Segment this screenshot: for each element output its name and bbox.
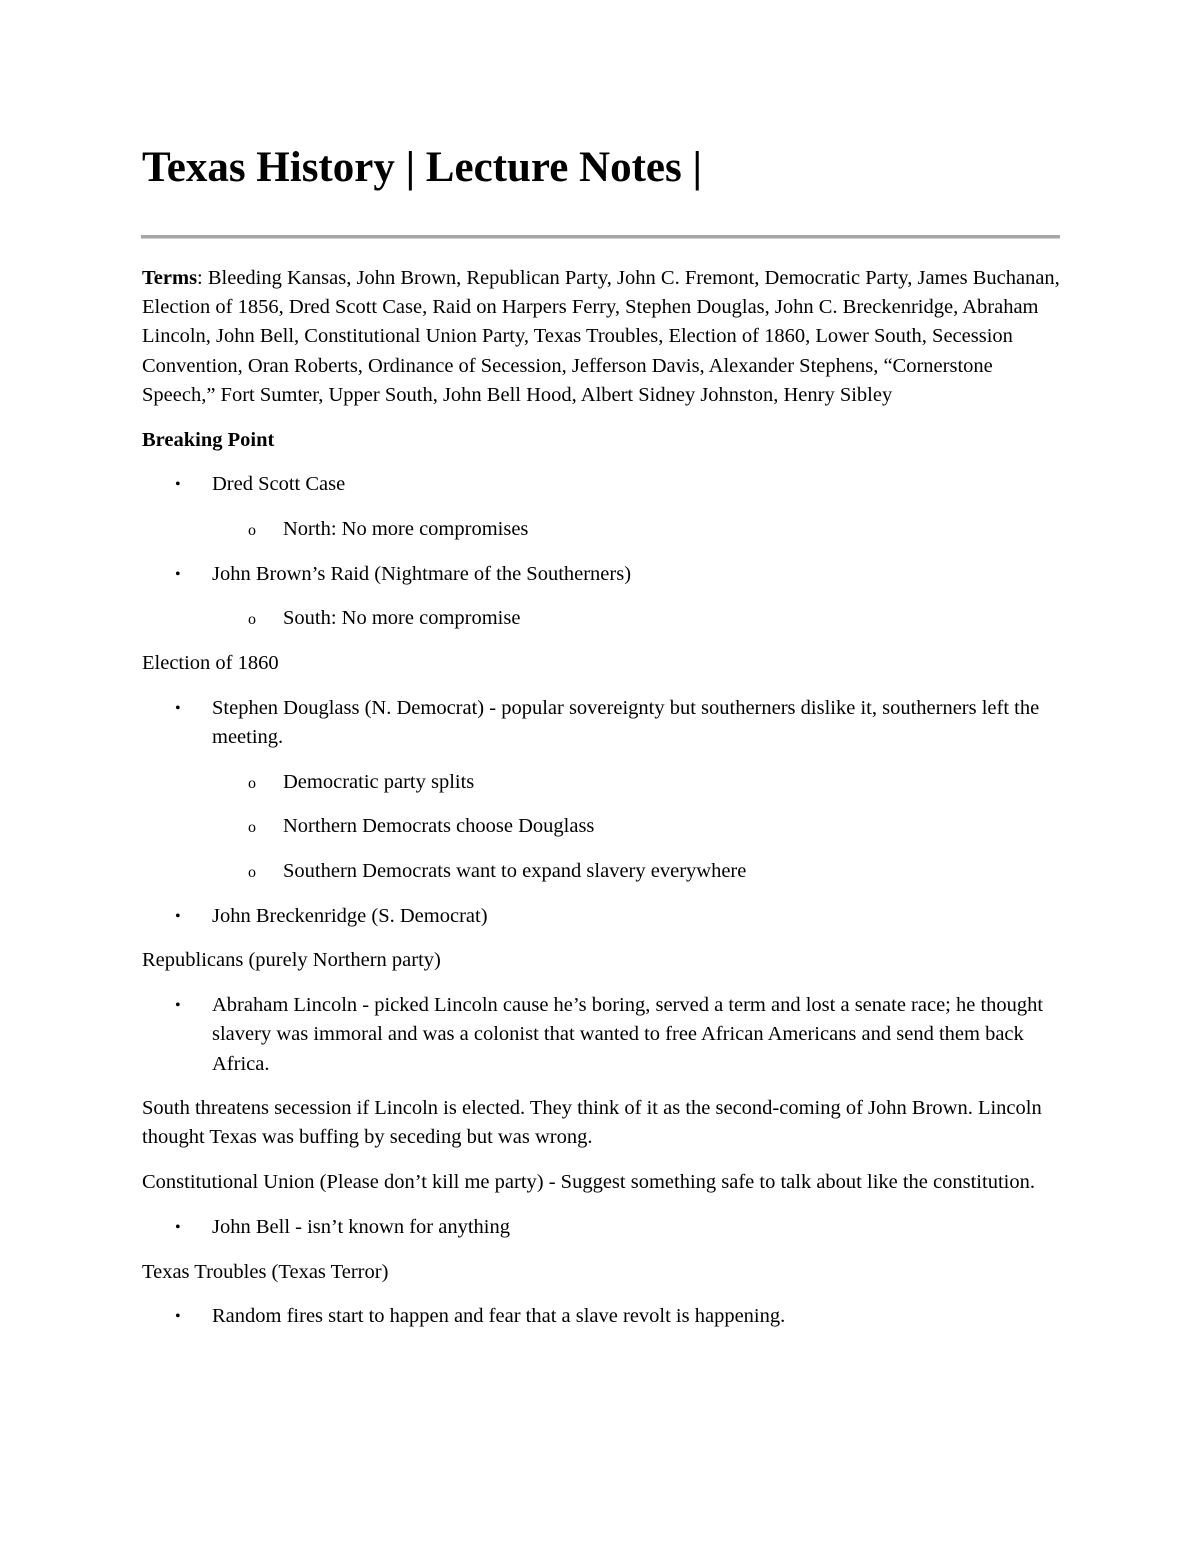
terms-label: Terms (142, 267, 198, 289)
list-item (142, 1213, 1060, 1242)
texas-troubles-heading: Texas Troubles (Texas Terror) (142, 1260, 389, 1283)
sub-list-item (142, 812, 1060, 841)
list-item (142, 470, 1060, 499)
sub-list-item (142, 515, 1060, 544)
bullet-icon: • (175, 699, 181, 717)
list-item (142, 1302, 1060, 1331)
terms-paragraph (142, 264, 1060, 410)
list-item (142, 902, 1060, 931)
list-item (142, 694, 1060, 752)
list-item-text: John Breckenridge (S. Democrat) (212, 904, 488, 927)
list-item (142, 991, 1060, 1079)
list-item-text: Stephen Douglass (N. Democrat) - popular sovereignty but southerners dislike it, southerners left the meeting. (212, 696, 1040, 748)
list-item-text: John Brown’s Raid (Nightmare of the Southerners) (212, 562, 632, 585)
sub-list-item-text: Southern Democrats want to expand slavery everywhere (283, 860, 747, 883)
list-item-text: Abraham Lincoln - picked Lincoln cause he’s boring, served a term and lost a senate race; he thought slavery was immoral and was a colonist that wanted to free African Americans and send them back Africa. (212, 994, 1044, 1075)
page-title: Texas History | Lecture Notes | (142, 144, 702, 191)
circle-bullet-icon: o (248, 774, 256, 792)
sub-list-item-text: South: No more compromise (283, 607, 521, 630)
list-item-text: Dred Scott Case (212, 473, 346, 496)
bullet-icon: • (175, 1308, 181, 1326)
sub-list-item-text: North: No more compromises (283, 517, 529, 540)
breaking-point-heading: Breaking Point (142, 428, 275, 451)
circle-bullet-icon: o (248, 864, 256, 882)
bullet-icon: • (175, 907, 181, 925)
breaking-point-list (142, 470, 1060, 633)
terms-text: : Bleeding Kansas, John Brown, Republican Party, John C. Fremont, Democratic Party, James Buchanan, Election of 1856, Dred Scott Case, Raid on Harpers Ferry, Stephen Douglas, John C. Breckenridge, Abraham Lincoln, John Bell, Constitutional Union Party, Texas Troubles, Election of 1860, Lower South, Secession Convention, Oran Roberts, Ordinance of Secession, Jefferson Davis, Alexander Stephens, “Cornerstone Speech,” Fort Sumter, Upper South, John Bell Hood, Albert Sidney Johnston, Henry Sibley (142, 267, 1060, 406)
constitutional-union-list (142, 1213, 1060, 1242)
sub-list-item-text: Northern Democrats choose Douglass (283, 815, 595, 838)
circle-bullet-icon: o (248, 611, 256, 629)
circle-bullet-icon: o (248, 521, 256, 539)
bullet-icon: • (175, 1218, 181, 1236)
sub-list-item (142, 857, 1060, 886)
republicans-list (142, 991, 1060, 1079)
republicans-heading: Republicans (purely Northern party) (142, 949, 441, 972)
texas-troubles-list (142, 1302, 1060, 1331)
south-threatens-paragraph: South threatens secession if Lincoln is elected. They think of it as the second-coming of John Brown. Lincoln thought Texas was buffing by seceding but was wrong. (142, 1097, 1042, 1149)
document-body (142, 264, 1060, 1347)
election-1860-heading: Election of 1860 (142, 652, 279, 675)
election-1860-list (142, 694, 1060, 931)
list-item (142, 560, 1060, 589)
circle-bullet-icon: o (248, 819, 256, 837)
list-item-text: Random fires start to happen and fear that a slave revolt is happening. (212, 1305, 786, 1328)
bullet-icon: • (175, 997, 181, 1015)
constitutional-union-paragraph: Constitutional Union (Please don’t kill me party) - Suggest something safe to talk about like the constitution. (142, 1171, 1035, 1194)
sub-list-item (142, 768, 1060, 797)
sub-list-item (142, 604, 1060, 633)
bullet-icon: • (175, 476, 181, 494)
list-item-text: John Bell - isn’t known for anything (212, 1215, 510, 1238)
sub-list-item-text: Democratic party splits (283, 770, 475, 793)
bullet-icon: • (175, 565, 181, 583)
title-divider (141, 235, 1060, 239)
